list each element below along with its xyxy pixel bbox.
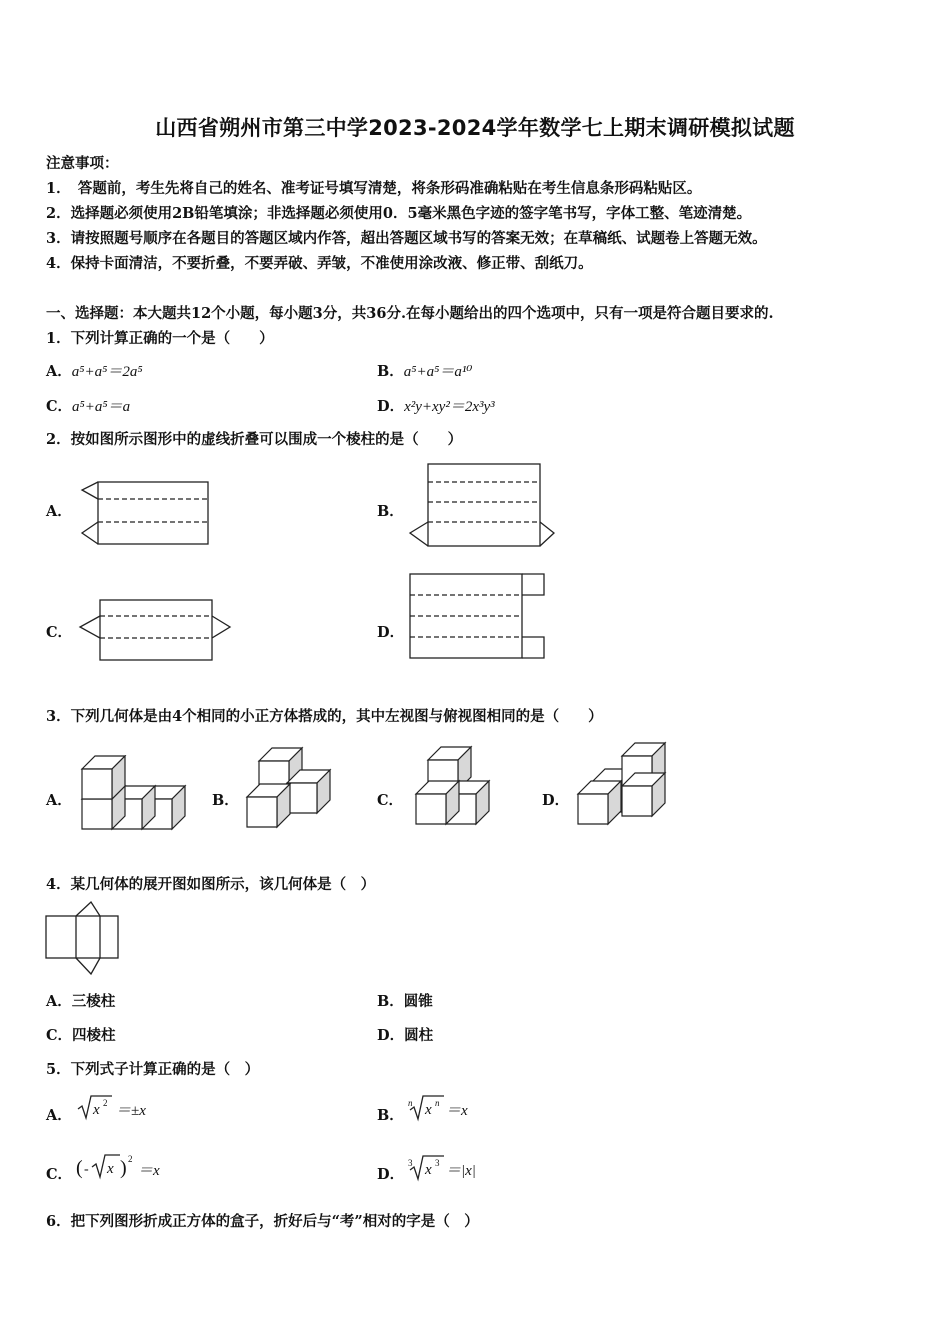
q4-c-text: 四棱柱 [72, 1027, 116, 1044]
q1-c-label: C． [46, 398, 73, 415]
q5-b-rhs: ＝x [446, 1103, 468, 1119]
q5-d-label[interactable]: D． [377, 1166, 405, 1183]
q4-stem: 4．某几何体的展开图如图所示，该几何体是（ ） [46, 876, 376, 893]
svg-text:x: x [425, 1102, 432, 1118]
q4-d-label: D． [377, 1027, 405, 1044]
q1-d-label: D． [377, 398, 405, 415]
cube [247, 784, 290, 827]
q1-option-c[interactable] [46, 395, 130, 416]
notice-item-2: 2．选择题必须使用2B铅笔填涂；非选择题必须使用0．5毫米黑色字迹的签字笔书写，字体工整、笔迹清楚。 [46, 205, 752, 222]
q2-figure-b [404, 460, 559, 550]
cube [416, 781, 459, 824]
q2-figure-d [406, 570, 551, 662]
q4-d-text: 圆柱 [404, 1027, 434, 1044]
q3-figure-b [243, 745, 335, 831]
q6-stem: 6．把下列图形折成正方体的盒子，折好后与“考”相对的字是（ ） [46, 1213, 479, 1230]
q2-a-label[interactable]: A． [46, 503, 72, 520]
q3-stem: 3．下列几何体是由4个相同的小正方体搭成的，其中左视图与俯视图相同的是（ ） [46, 708, 603, 725]
q4-b-text: 圆锥 [403, 993, 433, 1010]
q4-a-label: A． [46, 993, 72, 1010]
q4-option-b[interactable] [377, 990, 433, 1011]
q5-c-label[interactable]: C． [46, 1166, 73, 1183]
q2-c-label[interactable]: C． [46, 624, 73, 641]
q5-b-radical [406, 1092, 446, 1124]
q1-b-text: a⁵+a⁵＝a¹⁰ [403, 364, 473, 380]
q1-c-text: a⁵+a⁵＝a [72, 399, 131, 415]
q4-c-label: C． [46, 1027, 73, 1044]
cube [622, 773, 665, 816]
svg-text:): ) [120, 1157, 127, 1179]
q2-stem: 2．按如图所示图形中的虚线折叠可以围成一个棱柱的是（ ） [46, 431, 463, 448]
q1-a-label: A． [46, 363, 72, 380]
q2-b-label[interactable]: B． [377, 503, 404, 520]
page-title: 山西省朔州市第三中学2023-2024学年数学七上期末调研模拟试题 [155, 116, 795, 140]
q1-option-a[interactable] [46, 360, 143, 381]
q5-c-expression [74, 1150, 136, 1184]
q2-d-label[interactable]: D． [377, 624, 405, 641]
cube [287, 770, 330, 813]
svg-text:x: x [93, 1102, 100, 1118]
q4-b-label: B． [377, 993, 404, 1010]
q5-b-label[interactable]: B． [377, 1107, 404, 1124]
q1-a-text: a⁵+a⁵＝2a⁵ [71, 364, 143, 380]
q5-d-radical [406, 1152, 446, 1184]
q1-stem: 1．下列计算正确的一个是（ ） [46, 330, 274, 347]
svg-text:3: 3 [408, 1158, 413, 1168]
q2-figure-c [76, 596, 236, 664]
cube [578, 781, 621, 824]
q3-figure-a [78, 755, 200, 833]
svg-text:3: 3 [435, 1158, 440, 1168]
svg-text:(: ( [76, 1157, 83, 1179]
section-heading: 一、选择题：本大题共12个小题，每小题3分，共36分.在每小题给出的四个选项中，只有一项是符合题目要求的. [46, 305, 774, 322]
q3-figure-c [410, 742, 494, 828]
q4-option-d[interactable] [377, 1024, 433, 1045]
notice-item-3: 3．请按照题号顺序在各题目的答题区域内作答，超出答题区域书写的答案无效；在草稿纸、试题卷上答题无效。 [46, 230, 767, 247]
svg-text:n: n [408, 1098, 413, 1108]
notice-item-1: 1． 答题前，考生先将自己的姓名、准考证号填写清楚，将条形码准确粘贴在考生信息条形码粘贴区。 [46, 180, 702, 197]
svg-text:x: x [107, 1161, 114, 1177]
q5-a-radical [76, 1093, 114, 1123]
q3-d-label[interactable]: D． [542, 792, 570, 809]
q1-option-d[interactable] [377, 395, 495, 416]
q5-a-label[interactable]: A． [46, 1107, 72, 1124]
q5-stem: 5．下列式子计算正确的是（ ） [46, 1061, 260, 1078]
q3-c-label[interactable]: C． [377, 792, 404, 809]
q1-b-label: B． [377, 363, 404, 380]
svg-text:-: - [84, 1162, 89, 1177]
notice-heading: 注意事项： [46, 155, 119, 172]
svg-text:2: 2 [128, 1154, 133, 1164]
svg-text:x: x [425, 1162, 432, 1178]
q4-a-text: 三棱柱 [71, 993, 116, 1010]
q5-d-rhs: ＝|x| [446, 1163, 476, 1179]
q4-option-a[interactable] [46, 990, 115, 1011]
q3-a-label[interactable]: A． [46, 792, 72, 809]
svg-text:n: n [435, 1098, 440, 1108]
q5-c-rhs: ＝x [138, 1163, 160, 1179]
notice-item-4: 4．保持卡面清洁，不要折叠，不要弄破、弄皱，不准使用涂改液、修正带、刮纸刀。 [46, 255, 593, 272]
q1-option-b[interactable] [377, 360, 472, 381]
q1-d-text: x²y+xy²＝2x³y³ [404, 399, 495, 415]
q3-figure-d [572, 740, 674, 830]
cube [82, 756, 125, 799]
q3-b-label[interactable]: B． [212, 792, 239, 809]
svg-text:2: 2 [103, 1098, 108, 1108]
q2-figure-a [76, 478, 216, 548]
q4-option-c[interactable] [46, 1024, 116, 1045]
q4-net-figure [42, 898, 124, 978]
q5-a-rhs: ＝±x [116, 1103, 146, 1119]
